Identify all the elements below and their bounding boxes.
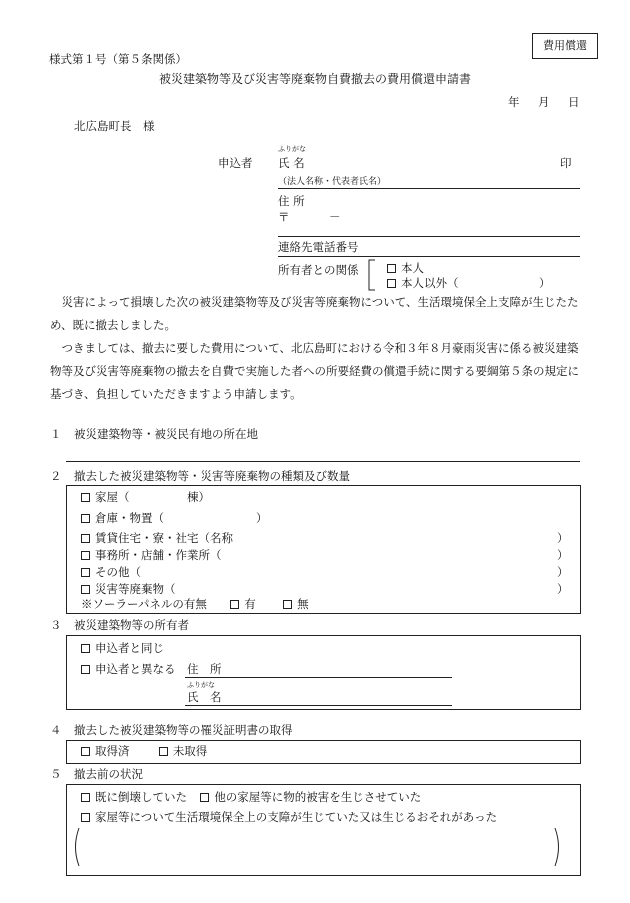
section-2-title: 撤去した被災建築物等・災害等廃棄物の種類及び数量 (74, 469, 350, 483)
phone-underline (278, 256, 580, 257)
certificate-not-obtained: 未取得 (172, 744, 208, 758)
checkbox-icon[interactable] (81, 665, 90, 674)
section-4-title: 撤去した被災建築物等の罹災証明書の取得 (74, 723, 293, 737)
item-storage[interactable]: 倉庫・物置（ ） (81, 512, 268, 526)
address-underline (278, 236, 580, 237)
owner-address-label: 住 所 (187, 662, 222, 676)
checkbox-icon[interactable] (387, 279, 396, 288)
corporate-note: （法人名称・代表者氏名） (278, 177, 387, 187)
owner-same[interactable]: 申込者と同じ (81, 642, 164, 656)
section-1-number: １ (50, 427, 62, 441)
applicant-furigana: ふりがな (278, 145, 306, 153)
status-environment[interactable]: 家屋等について生活環境保全上の支障が生じていた又は生じるおそれがあった (81, 811, 497, 825)
section-3-box (66, 635, 581, 710)
form-title: 被災建築物等及び災害等廃棄物自費撤去の費用償還申請書 (158, 72, 471, 86)
certificate-obtained: 取得済 (95, 744, 130, 758)
checkbox-icon[interactable] (200, 793, 209, 802)
checkbox-icon[interactable] (283, 600, 292, 609)
name-underline (278, 188, 580, 189)
section-5-box (66, 784, 581, 876)
relation-option-self[interactable]: 本人 (387, 262, 424, 276)
section-3-number: ３ (50, 618, 62, 632)
owner-furigana: ふりがな (187, 681, 215, 689)
section-4-box (66, 740, 581, 764)
owner-name-line[interactable] (185, 705, 452, 706)
body-paragraph: つきましては、撤去に要した費用について、北広島町における令和３年８月豪雨災害に係る被災建築物等及び災害等廃棄物の撤去を自費で実施した者への所要経費の償還手続に関する要綱第５条の規定に基づき、負担していただきますよう申請します。 (50, 341, 579, 401)
applicant-label: 申込者 (218, 156, 253, 170)
item-rental[interactable]: 賃貸住宅・寮・社宅（名称 (81, 532, 233, 546)
item-office[interactable]: 事務所・店舗・作業所（ (81, 549, 222, 563)
certificate-options (81, 745, 207, 759)
checkbox-icon[interactable] (81, 534, 90, 543)
phone-label: 連絡先電話番号 (278, 240, 359, 254)
checkbox-icon[interactable] (81, 747, 90, 756)
location-input-line[interactable] (66, 461, 580, 462)
solar-yes: 有 (244, 597, 256, 611)
status-options-row (81, 791, 421, 805)
applicant-address-label: 住 所 (278, 194, 305, 208)
relation-label: 所有者との関係 (278, 263, 359, 277)
body-paragraph: 災害によって損壊した次の被災建築物等及び災害等廃棄物について、生活環境保全上支障が生じたため、既に撤去しました。 (50, 295, 579, 332)
checkbox-icon[interactable] (81, 551, 90, 560)
section-5-title: 撤去前の状況 (74, 767, 143, 781)
solar-label: ※ソーラーパネルの有無 (81, 597, 207, 611)
closing-paren: ） (557, 548, 569, 562)
checkbox-icon[interactable] (81, 585, 90, 594)
relation-bracket-icon (367, 259, 377, 291)
section-1-title: 被災建築物等・被災民有地の所在地 (74, 427, 258, 441)
checkbox-icon[interactable] (81, 813, 90, 822)
owner-name-label: 氏 名 (187, 690, 222, 704)
checkbox-icon[interactable] (230, 600, 239, 609)
checkbox-icon[interactable] (81, 568, 90, 577)
checkbox-icon[interactable] (81, 793, 90, 802)
status-damage-other: 他の家屋等に物的被害を生じさせていた (214, 790, 422, 804)
closing-paren: ） (557, 565, 569, 579)
checkbox-icon[interactable] (387, 264, 396, 273)
closing-paren: ） (557, 582, 569, 596)
item-waste[interactable]: 災害等廃棄物（ (81, 583, 176, 597)
checkbox-icon[interactable] (81, 493, 90, 502)
relation-option-other[interactable]: 本人以外（ ） (387, 277, 551, 291)
left-paren-icon (71, 827, 81, 867)
section-5-number: ５ (50, 767, 62, 781)
body-text (50, 291, 583, 406)
section-2-number: ２ (50, 469, 62, 483)
checkbox-icon[interactable] (159, 747, 168, 756)
status-collapsed: 既に倒壊していた (95, 790, 187, 804)
section-3-title: 被災建築物等の所有者 (74, 618, 189, 632)
postal-mark: 〒 (278, 210, 290, 224)
form-number: 様式第１号（第５条関係） (49, 52, 187, 66)
closing-paren: ） (557, 531, 569, 545)
solar-no: 無 (297, 597, 309, 611)
section-4-number: ４ (50, 723, 62, 737)
postal-dash: － (329, 210, 341, 224)
owner-address-line[interactable] (185, 677, 452, 678)
item-other[interactable]: その他（ (81, 566, 141, 580)
solar-panel-row (81, 598, 309, 612)
checkbox-icon[interactable] (81, 514, 90, 523)
checkbox-icon[interactable] (81, 644, 90, 653)
date-day-label: 日 (568, 95, 580, 109)
item-house[interactable]: 家屋（ 棟） (81, 491, 210, 505)
date-month-label: 月 (538, 95, 550, 109)
right-paren-icon (553, 827, 563, 867)
seal-mark: 印 (560, 156, 572, 170)
applicant-name-label: 氏 名 (278, 156, 305, 170)
owner-different[interactable]: 申込者と異なる (81, 663, 176, 677)
section-2-box (66, 485, 581, 614)
category-badge: 費用償還 (532, 33, 598, 59)
date-year-label: 年 (508, 95, 520, 109)
addressee: 北広島町長 様 (74, 119, 155, 133)
